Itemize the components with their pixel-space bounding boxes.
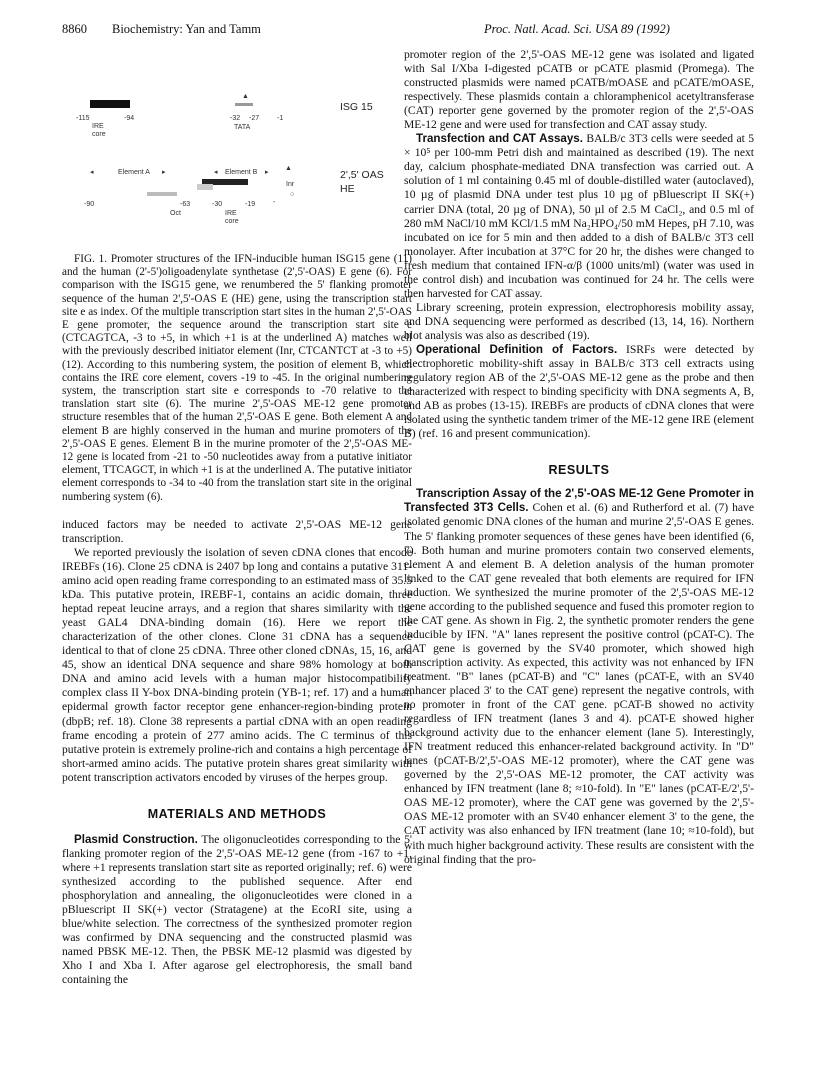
arrow-right-icon: ▸ — [162, 169, 166, 176]
paragraph-heading: Transcription Assay of the 2',5'-OAS ME-12 Gene Promoter in Transfected 3T3 Cells. — [404, 487, 754, 515]
element-b-label: Element B — [225, 169, 258, 176]
isg15-pos-27: -27 — [249, 115, 260, 122]
paragraph — [404, 487, 754, 866]
paragraph-heading: Plasmid Construction. — [74, 832, 198, 846]
figure-1 — [62, 48, 412, 253]
paragraph-text: The oligonucleotides corresponding to the 5' flanking promoter region of the 2',5'-OAS ME-12 gene (from -167 to +1, where +1 represents translation start site as reported originally; ref. 6) were synthesized according to the published sequence. After end phosphorylation and annealing, the oligonucleotides were cloned in a pBluescript II SK(+) vector (Stratagene) at the EcoRI site, using a blue/white selection. The correctness of the synthesized promoter region was confirmed by DNA sequencing and the constructed plasmid was named PBSK ME-12. Then, the PBSK ME-12 plasmid was digested by Xho I and Xba I. After agarose gel electrophoresis, the small band containing the — [62, 832, 412, 987]
oct-box — [147, 192, 177, 196]
inr-circle-icon: ○ — [290, 191, 295, 198]
oas-core-label: core — [225, 218, 239, 225]
paragraph — [404, 132, 754, 301]
oct-label: Oct — [170, 210, 181, 217]
isg15-triangle-mark: ▲ — [242, 93, 249, 100]
isg15-ire-label: IRE — [92, 123, 104, 130]
paragraph-heading: Operational Definition of Factors. — [416, 342, 618, 356]
isg15-core-label: core — [92, 131, 106, 138]
oas-pos-90: -90 — [84, 201, 95, 208]
paragraph — [404, 343, 754, 441]
arrow-right-icon: ▸ — [265, 169, 269, 176]
section-title: MATERIALS AND METHODS — [147, 806, 327, 821]
isg15-tata-label: TATA — [234, 124, 251, 131]
right-column — [404, 48, 754, 867]
paragraph: We reported previously the isolation of seven cDNA clones that encode IREBFs (16). Clone 25 cDNA is 2407 bp long and contains a putative 311-amino acid open reading frame corresponding to an estimated mass of 35.5 kDa. This putative protein, IREBF-1, contains an acidic domain, three heptad repeat leucine arrays, and a region that shares similarity with the yeast GAL4 DNA-binding domain (16). Here we report the characterization of the other clones. Clone 31 cDNA has a sequence identical to that of clone 25 cDNA. Three other cloned cDNAs, 15, 16, and 45, show an identical DNA sequence and share 98% homology at both DNA and amino acid levels with a human major histocompatibility complex class II Y-box DNA-binding protein (YB-1; ref. 17) and a human epidermal growth factor receptor gene enhancer-region-binding protein (dbpB; ref. 18). Clone 38 represents a partial cDNA with an open reading frame encoding a protein of 277 amino acids. The C terminus of this putative protein is extremely proline-rich and contains a high percentage of short-armed amino acids. The putative protein shares great similarity with potent transcription activators encoded by viruses of the herpes group. — [62, 545, 412, 784]
isg15-pos-115: -115 — [76, 115, 90, 122]
ire-core-box-oas — [197, 184, 213, 190]
isg15-pos-32: -32 — [230, 115, 241, 122]
paragraph: induced factors may be needed to activate 2',5'-OAS ME-12 gene transcription. — [62, 517, 412, 545]
oas-pos-minus: - — [273, 199, 276, 206]
oas-gene-label-1: 2',5' OAS — [340, 169, 384, 181]
oas-pos-30: -30 — [212, 201, 223, 208]
paragraph-text: BALB/c 3T3 cells were seeded at 5 × 10⁵ per 100-mm Petri dish and maintained as described (19). The next day, calcium phosphate-mediated DNA transfection was carried out. A solution of 1 ml containing 0.45 ml of double-distilled water (autoclaved), 10 µg of plasmid DNA under test plus 10 µg of pBluescript II SK(+) carrier DNA (total, 20 µg of DNA), 50 µl of 2.5 M CaCl₂, and 0.5 ml of 280 mM NaCl/10 mM KCl/1.5 mM Na₂HPO₄/50 mM Hepes, pH 7.10, was incubated on ice for 5 min and then added to a dish of BALB/c 3T3 cell monolayer. After incubation at 37°C for 20 hr, the dishes were changed to fresh medium that contained IFN-α/β (1000 units/ml) (water was used in the control dish) and incubation was continued for 24 hr. The cells were then harvested for CAT assay. — [404, 132, 754, 300]
running-title: Biochemistry: Yan and Tamm — [112, 22, 261, 36]
oas-pos-19: -19 — [245, 201, 256, 208]
figure-1-caption: FIG. 1. Promoter structures of the IFN-inducible human ISG15 gene (11) and the human (2'-5')oligoadenylate synthetase (2',5'-OAS) E gene (6). For comparison with the ISG15 gene, we renumbered the 5' flanking promoter sequence of the human 2',5'-OAS E (HE) gene, using the transcription start site e as index. Of the multiple transcription start sites in the human 2',5'-OAS E gene promoter, the sequence around the transcription start site e (CTCAGTCA, -3 to +5, in which +1 is at the underlined A) matches well with the previously described initiator element (Inr, CTCANTCT at -3 to +5) (12). According to this numbering system, the position of element B, which contains the IRE core element, covers -19 to -45. In the original numbering system, the transcription start site e corresponds to -70 relative to the translation start site (6). The murine 2',5'-OAS ME-12 gene promoter structure resembles that of the human 2',5'-OAS E gene. Both element A and element B are highly conserved in the human and murine promoters of the 2',5'-OAS E genes. Element B in the murine promoter of the 2',5'-OAS ME-12 gene is located from -21 to -50 nucleotides away from a putative initiator element, TTCAGCT, in which +1 is at the underlined A. The putative initiator element corresponds to -34 to -40 from the translation start site in the original numbering system (6). — [62, 253, 412, 503]
section-title: RESULTS — [548, 463, 610, 478]
paragraph — [62, 833, 412, 988]
isg15-pos-1: -1 — [277, 115, 284, 122]
paragraph: promoter region of the 2',5'-OAS ME-12 gene was isolated and ligated with Sal I/Xba I-digested pCATB or pCATE plasmid (Promega). The constructed plasmids were named pCATB/mOASE and pCATE/mOASE, respectively. These plasmids contain a chloramphenicol acetyltransferase (CAT) reporter gene governed by the promoter region of the 2',5'-OAS ME-12 gene and were used for transfection and CAT assay study. — [404, 48, 754, 132]
isg15-pos-94: -94 — [124, 115, 135, 122]
ire-core-box — [90, 100, 130, 108]
isg15-gene-label: ISG 15 — [340, 101, 373, 113]
journal-reference: Proc. Natl. Acad. Sci. USA 89 (1992) — [484, 22, 670, 36]
paragraph: Library screening, protein expression, electrophoresis mobility assay, and DNA sequencing were performed as described (13, 14, 16). Northern blot analysis was also as described (19). — [404, 300, 754, 342]
oas-ire-label: IRE — [225, 210, 237, 217]
triangle-mark-icon: ▲ — [285, 165, 292, 172]
oas-pos-63: -63 — [180, 201, 191, 208]
paragraph-text: ISRFs were detected by electrophoretic mobility-shift assay in BALB/c 3T3 cell extracts using regulatory region AB of the 2',5'-OAS ME-12 gene as the probe and then characterized with respect to binding specificity with DNA segments A, B, and AB as probes (13-15). IREBFs are products of cDNA clones that were isolated using the synthetic tandem trimer of the ME-12 gene IRE (element B) (ref. 16 and present communication). — [404, 342, 754, 441]
element-a-label: Element A — [118, 169, 150, 176]
paragraph-heading: Transfection and CAT Assays. — [416, 132, 583, 146]
inr-label: Inr — [286, 181, 295, 188]
paragraph-text: Cohen et al. (6) and Rutherford et al. (7) have isolated genomic DNA clones of the human and murine 2',5'-OAS E genes. The 5' flanking promoter sequences of these genes have been identified (6, 7). Both human and murine promoters contain two conserved elements, element A and element B. A deletion analysis of the human promoter linked to the CAT gene revealed that both elements are required for IFN induction. We synthesized the murine promoter of the 2',5'-OAS ME-12 gene according to the published sequence and fused this promoter region to the CAT gene. As shown in Fig. 2, the synthetic promoter renders the gene inducible by IFN. "A" lanes represent the positive control (pCAT-C). The CAT gene is governed by the SV40 promoter, which showed high transcription activity. As expected, this activity was not enhanced by IFN treatment. "B" lanes (pCAT-B) and "C" lanes (pCAT-E, with an SV40 enhancer placed 3' to the CAT gene) represent the negative controls, with no promoter in front of the CAT gene. pCAT-B showed no activity regardless of IFN treatment (lanes 3 and 4). pCAT-E showed higher background activity due to the enhancer element (lane 5). Interestingly, IFN treatment reduced this enhancer-related background activity. In "D" lanes (pCAT-B/2',5'-OAS ME-12 promoter), where the CAT gene was governed by the 2',5'-OAS ME-12 promoter, the CAT activity was enhanced by IFN treatment (lane 8; ≈10-fold). In "E" lanes (pCAT-E/2',5'-OAS ME-12 promoter), where the CAT gene was governed by the 2',5'-OAS ME-12 promoter with an SV40 enhancer element 3' to the gene, the CAT activity was also enhanced by IFN treatment (lane 10; ≈10-fold), but with much higher background activity. These results are consistent with the original finding that the pro- — [404, 501, 754, 866]
page-number: 8860 — [62, 22, 87, 36]
tata-box — [235, 103, 253, 106]
oas-gene-label-2: HE — [340, 183, 355, 195]
left-column — [62, 48, 412, 987]
arrow-left-icon: ◂ — [90, 169, 94, 176]
arrow-left-icon: ◂ — [214, 169, 218, 176]
